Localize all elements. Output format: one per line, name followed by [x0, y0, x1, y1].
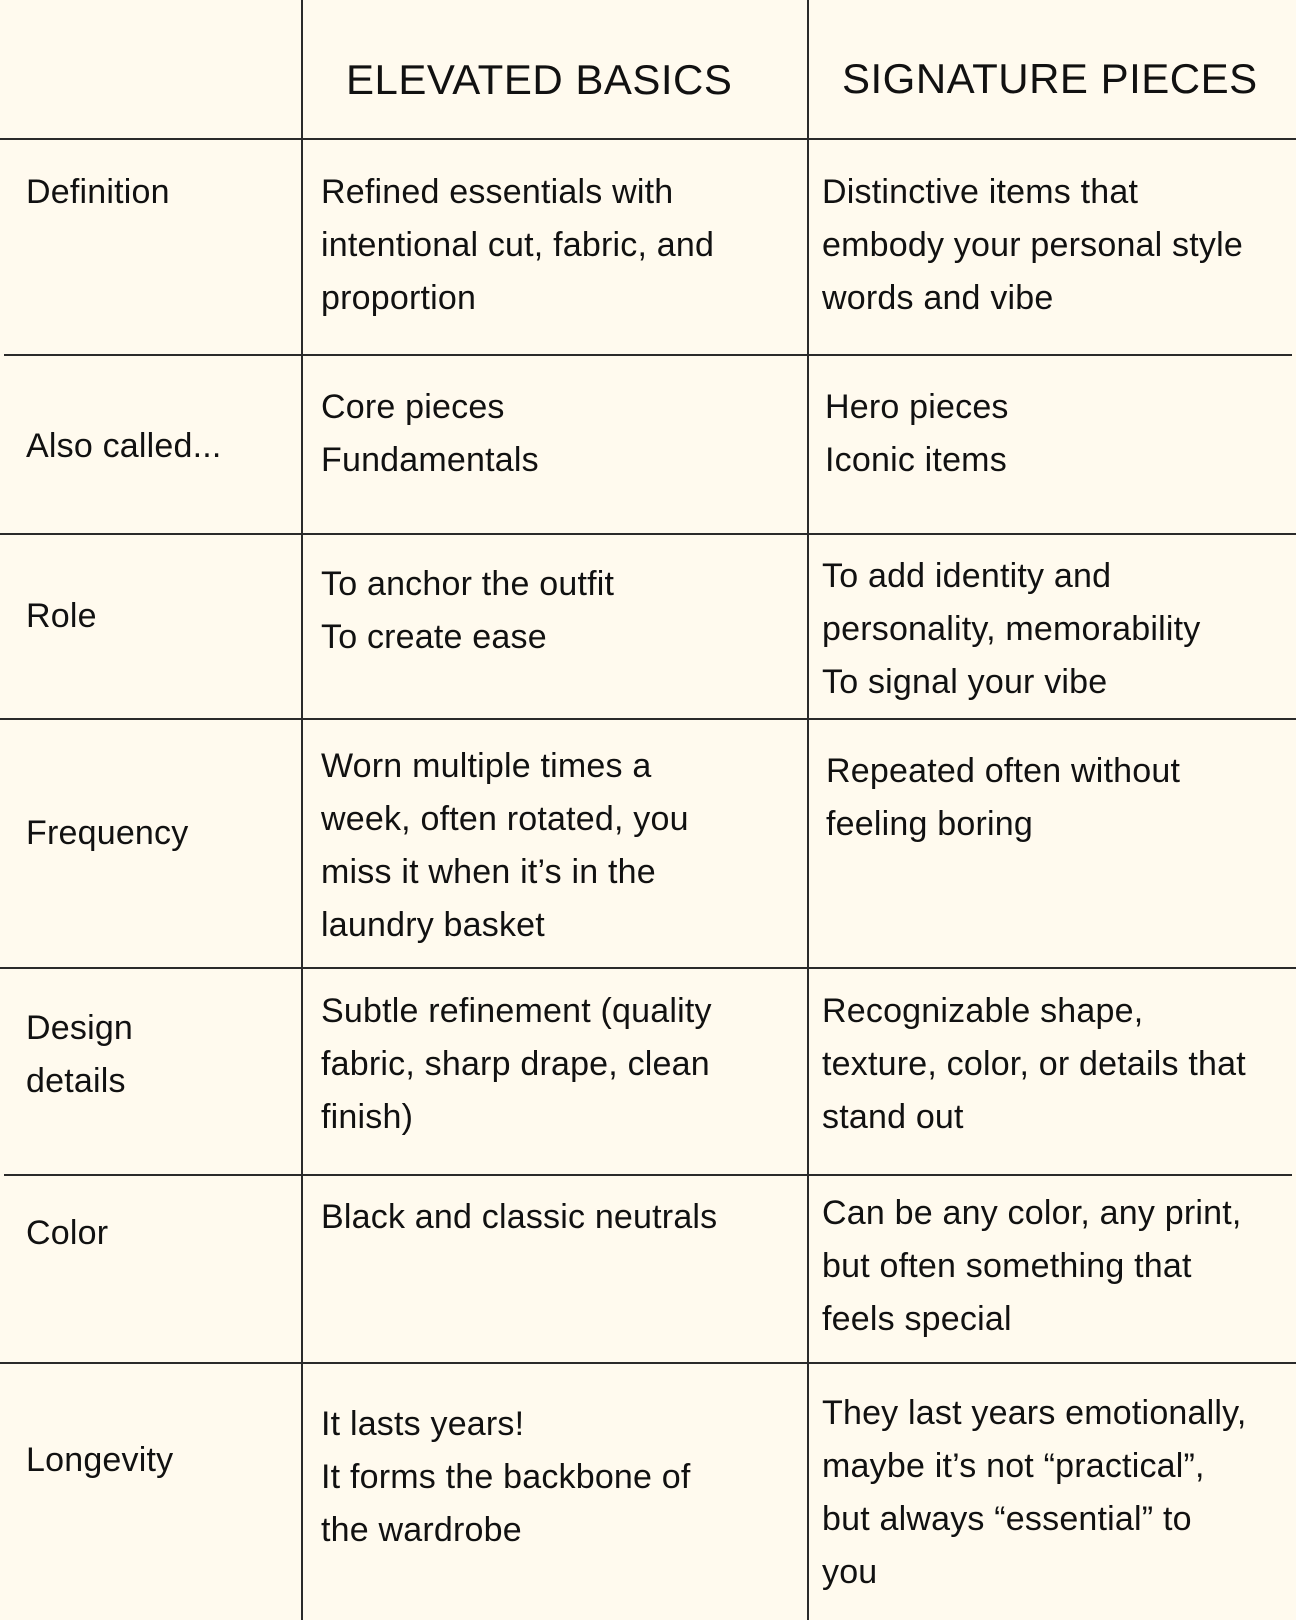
basics-cell-longevity [321, 1398, 691, 1557]
cell-line: miss it when it’s in the [321, 853, 656, 891]
cell-line: intentional cut, fabric, and [321, 226, 715, 264]
cell-line: Subtle refinement (quality [321, 992, 712, 1030]
cell-line: Recognizable shape, [822, 992, 1144, 1030]
column-header-elevated-basics: ELEVATED BASICS [346, 56, 733, 103]
signature-cell-longevity [822, 1387, 1246, 1599]
basics-cell-definition [321, 166, 714, 325]
cell-line: week, often rotated, you [321, 800, 689, 838]
cell-line: laundry basket [321, 906, 545, 944]
cell-line: Can be any color, any print, [822, 1194, 1242, 1232]
signature-cell-color [822, 1187, 1242, 1346]
row-label-color [26, 1207, 108, 1260]
row-divider [0, 533, 1296, 535]
column-divider-1 [301, 0, 303, 1620]
cell-line: the wardrobe [321, 1511, 522, 1549]
basics-cell-also-called [321, 381, 539, 487]
basics-cell-design-details [321, 985, 712, 1144]
cell-line: To anchor the outfit [321, 565, 615, 603]
cell-line: but always “essential” to [822, 1500, 1192, 1538]
row-label-line: Role [26, 597, 97, 635]
row-label-role [26, 590, 97, 643]
signature-cell-also-called [825, 381, 1009, 487]
cell-line: words and vibe [822, 279, 1054, 317]
cell-line: stand out [822, 1098, 964, 1136]
row-label-frequency [26, 807, 188, 860]
cell-line: feels special [822, 1300, 1012, 1338]
cell-line: They last years emotionally, [822, 1394, 1247, 1432]
row-label-design-details [26, 1002, 133, 1108]
row-label-line: details [26, 1062, 126, 1100]
cell-line: Distinctive items that [822, 173, 1139, 211]
row-divider [0, 1362, 1296, 1364]
basics-cell-role [321, 558, 614, 664]
cell-line: feeling boring [826, 805, 1033, 843]
row-divider [0, 718, 1296, 720]
column-header-signature-pieces: SIGNATURE PIECES [842, 55, 1258, 102]
row-divider [0, 138, 1296, 140]
row-label-longevity [26, 1434, 173, 1487]
row-label-line: Design [26, 1009, 134, 1047]
cell-line: but often something that [822, 1247, 1192, 1285]
cell-line: you [822, 1553, 878, 1591]
row-divider [4, 1174, 1292, 1176]
signature-cell-design-details [822, 985, 1246, 1144]
cell-line: Refined essentials with [321, 173, 674, 211]
cell-line: Worn multiple times a [321, 747, 652, 785]
row-label-line: Also called... [26, 427, 222, 465]
row-divider [4, 354, 1292, 356]
row-label-line: Longevity [26, 1441, 174, 1479]
cell-line: Hero pieces [825, 388, 1009, 426]
cell-line: maybe it’s not “practical”, [822, 1447, 1205, 1485]
signature-cell-frequency [826, 745, 1180, 851]
cell-line: It forms the backbone of [321, 1458, 691, 1496]
cell-line: It lasts years! [321, 1405, 525, 1443]
column-divider-2 [807, 0, 809, 1620]
row-label-line: Frequency [26, 814, 189, 852]
cell-line: personality, memorability [822, 610, 1201, 648]
row-label-also-called [26, 420, 222, 473]
cell-line: embody your personal style [822, 226, 1243, 264]
cell-line: Core pieces [321, 388, 505, 426]
cell-line: proportion [321, 279, 477, 317]
cell-line: To signal your vibe [822, 663, 1108, 701]
signature-cell-role [822, 550, 1201, 709]
row-divider [0, 967, 1296, 969]
cell-line: Repeated often without [826, 752, 1181, 790]
cell-line: Iconic items [825, 441, 1007, 479]
basics-cell-color [321, 1191, 717, 1244]
cell-line: Black and classic neutrals [321, 1198, 718, 1236]
basics-cell-frequency [321, 740, 689, 952]
cell-line: texture, color, or details that [822, 1045, 1246, 1083]
row-label-line: Color [26, 1214, 109, 1252]
cell-line: To add identity and [822, 557, 1112, 595]
row-label-definition [26, 166, 170, 219]
cell-line: finish) [321, 1098, 414, 1136]
cell-line: To create ease [321, 618, 547, 656]
row-label-line: Definition [26, 173, 170, 211]
cell-line: fabric, sharp drape, clean [321, 1045, 710, 1083]
cell-line: Fundamentals [321, 441, 539, 479]
signature-cell-definition [822, 166, 1243, 325]
